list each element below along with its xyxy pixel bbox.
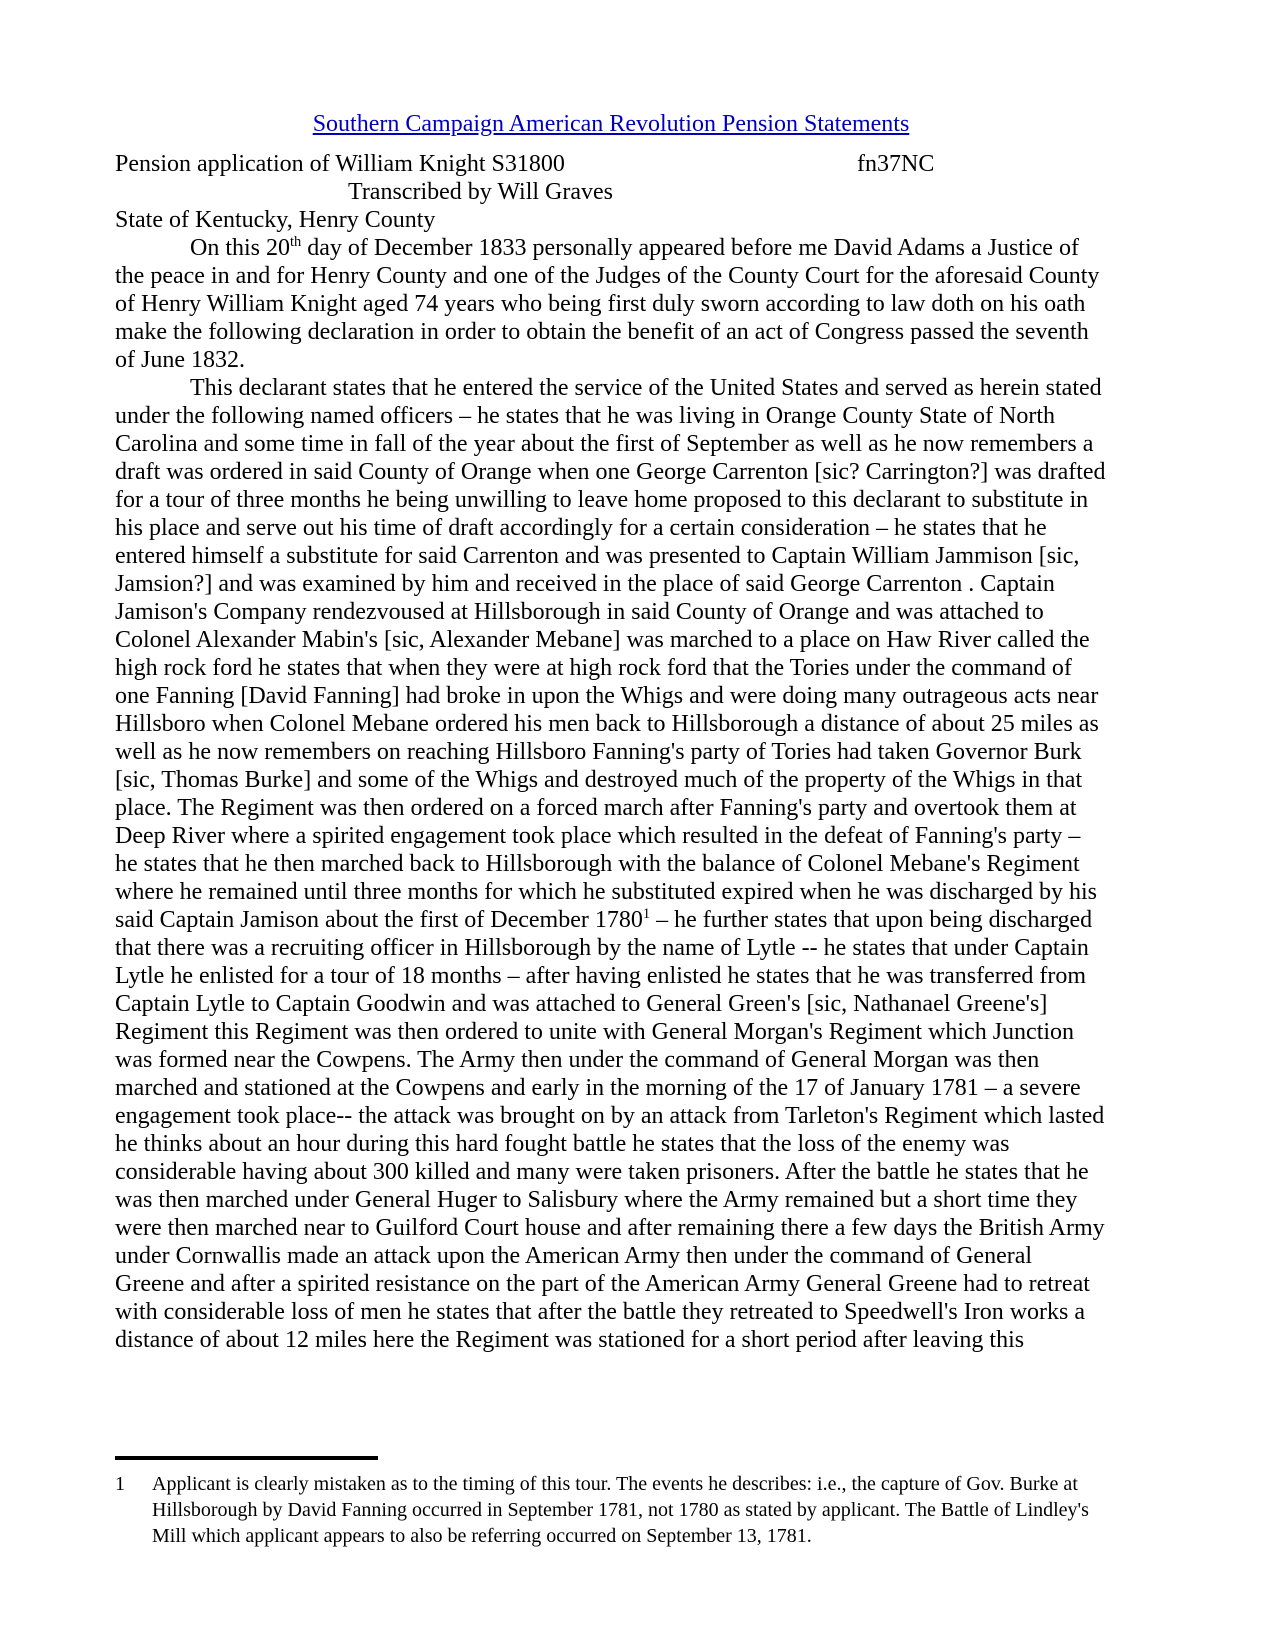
footnote-section [115, 1456, 1107, 1549]
state-county-line: State of Kentucky, Henry County [115, 207, 436, 233]
transcriber-line: Transcribed by Will Graves [348, 179, 613, 205]
pension-application-row [115, 150, 1107, 178]
declaration-paragraph-2: This declarant states that he entered the service of the United States and served as herein stated under the following named officers – he states that he was living in Orange County State of North Carolina and some time in fall of the year about the first of September as well as he now remembers a draft was ordered in said County of Orange when one George Carrenton [sic? Carrington?] was drafted for a tour of three months he being unwilling to leave home proposed to this declarant to substitute in his place and serve out his time of draft accordingly for a certain consideration – he states that he entered himself a substitute for said Carrenton and was presented to Captain William Jammison [sic, Jamsion?] and was examined by him and received in the place of said George Carrenton . Captain Jamison's Company rendezvoused at Hillsborough in said County of Orange and was attached to Colonel Alexander Mabin's [sic, Alexander Mebane] was marched to a place on Haw River called the high rock ford he states that when they were at high rock ford that the Tories under the command of one Fanning [David Fanning] had broke in upon the Whigs and were doing many outrageous acts near Hillsboro when Colonel Mebane ordered his men back to Hillsborough a distance of about 25 miles as well as he now remembers on reaching Hillsboro Fanning's party of Tories had taken Governor Burk [sic, Thomas Burke] and some of the Whigs and destroyed much of the property of the Whigs in that place. The Regiment was then ordered on a forced march after Fanning's party and overtook them at Deep River where a spirited engagement took place which resulted in the defeat of Fanning's party – he states that he then marched back to Hillsborough with the balance of Colonel Mebane's Regiment where he remained until three months for which he substituted expired when he was discharged by his said Captain Jamison about the first of December 1780$^1$ – he further states that upon being discharged that there was a recruiting officer in Hillsborough by the name of Lytle -- he states that under Captain Lytle he enlisted for a tour of 18 months – after having enlisted he states that he was transferred from Captain Lytle to Captain Goodwin and was attached to General Green's [sic, Nathanael Greene's] Regiment this Regiment was then ordered to unite with General Morgan's Regiment which Junction was formed near the Cowpens. The Army then under the command of General Morgan was then marched and stationed at the Cowpens and early in the morning of the 17 of January 1781 – a severe engagement took place-- the attack was brought on by an attack from Tarleton's Regiment which lasted he thinks about an hour during this hard fought battle he states that the loss of the enemy was considerable having about 300 killed and many were taken prisoners. After the battle he states that he was then marched under General Huger to Salisbury where the Army remained but a short time they were then marched near to Guilford Court house and after remaining there a few days the British Army under Cornwallis made an attack upon the American Army then under the command of General Greene and after a spirited resistance on the part of the American Army General Greene had to retreat with considerable loss of men he states that after the battle they retreated to Speedwell's Iron works a distance of about 12 miles here the Regiment was stationed for a short period after leaving this [115, 375, 1106, 1353]
file-reference: fn37NC [857, 151, 935, 177]
footnote-number: 1 [115, 1473, 125, 1495]
document-header [115, 110, 1107, 138]
title-link[interactable]: Southern Campaign American Revolution Pension Statements [312, 111, 910, 137]
footnote-body [115, 1471, 1107, 1549]
document-content [115, 110, 1107, 1354]
footnote-text: Applicant is clearly mistaken as to the timing of this tour. The events he describes: i.e., the capture of Gov. Burke at Hillsborough by David Fanning occurred in September 1781, not 1780 as stated by applicant. The Battle of Lindley's Mill which applicant appears to also be referring occurred on September 13, 1781. [152, 1473, 1089, 1547]
pension-application-line: Pension application of William Knight S31800 [115, 151, 565, 177]
footnote-separator [115, 1456, 378, 1460]
declaration-paragraph-1: On this 20th day of December 1833 personally appeared before me David Adams a Justice of the peace in and for Henry County and one of the Judges of the County Court for the aforesaid County of Henry William Knight aged 74 years who being first duly sworn according to law doth on his oath make the following declaration in order to obtain the benefit of an act of Congress passed the seventh of June 1832. [115, 234, 1100, 373]
